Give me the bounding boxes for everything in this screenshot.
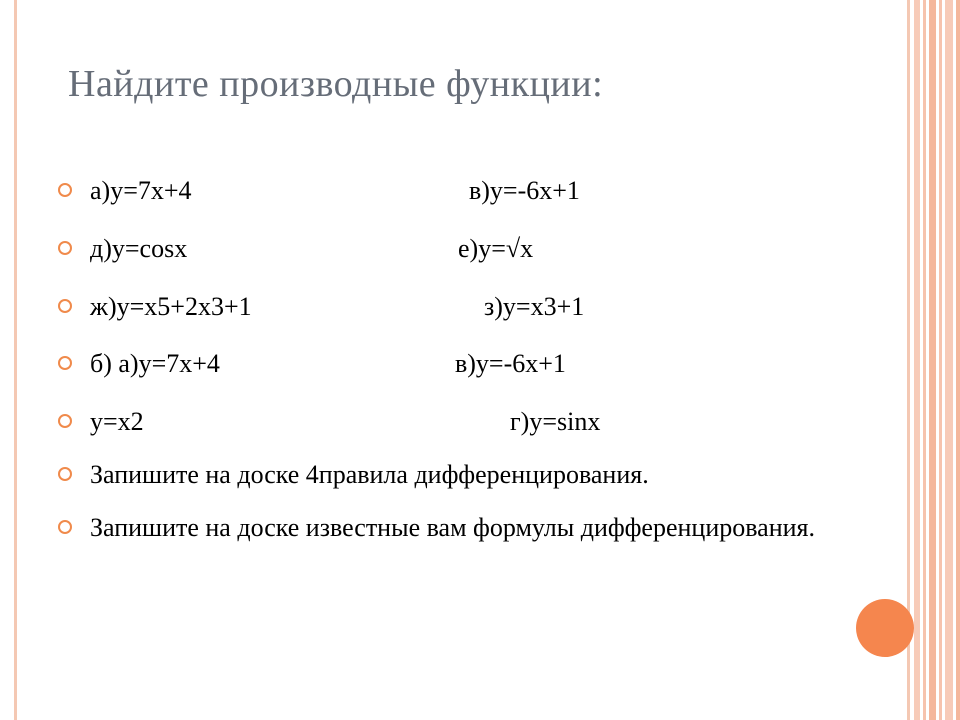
bullet-icon xyxy=(58,414,72,428)
bullet-icon xyxy=(58,467,72,481)
expression-right: в)y=-6x+1 xyxy=(455,349,566,378)
slide-content xyxy=(56,174,846,544)
list-item xyxy=(56,232,846,265)
bullet-icon xyxy=(58,241,72,255)
expression-right: в)y=-6x+1 xyxy=(469,176,580,205)
expression-right: е)y=√x xyxy=(458,234,534,263)
task-item xyxy=(56,511,846,544)
list-item xyxy=(56,347,846,380)
task-text: Запишите на доске 4правила дифференцирования. xyxy=(90,460,649,489)
slide-title: Найдите производные функции: xyxy=(68,63,604,105)
task-text: Запишите на доске известные вам формулы дифференцирования. xyxy=(90,513,816,542)
bullet-icon xyxy=(58,520,72,534)
list-item xyxy=(56,290,846,323)
bullet-icon xyxy=(58,183,72,197)
expression-left: б) а)y=7x+4 xyxy=(90,349,220,378)
bullet-icon xyxy=(58,356,72,370)
decorative-circle xyxy=(856,599,914,657)
list-item xyxy=(56,405,846,438)
list-item xyxy=(56,174,846,207)
expression-left: y=x2 xyxy=(90,407,144,436)
decorative-stripes xyxy=(914,0,960,720)
expression-right: з)y=x3+1 xyxy=(484,292,585,321)
expression-left: д)y=cosx xyxy=(90,234,188,263)
expression-left: ж)y=x5+2x3+1 xyxy=(90,292,252,321)
expression-right: г)y=sinx xyxy=(510,407,601,436)
bullet-icon xyxy=(58,299,72,313)
expression-left: а)y=7x+4 xyxy=(90,176,192,205)
task-item xyxy=(56,458,846,491)
